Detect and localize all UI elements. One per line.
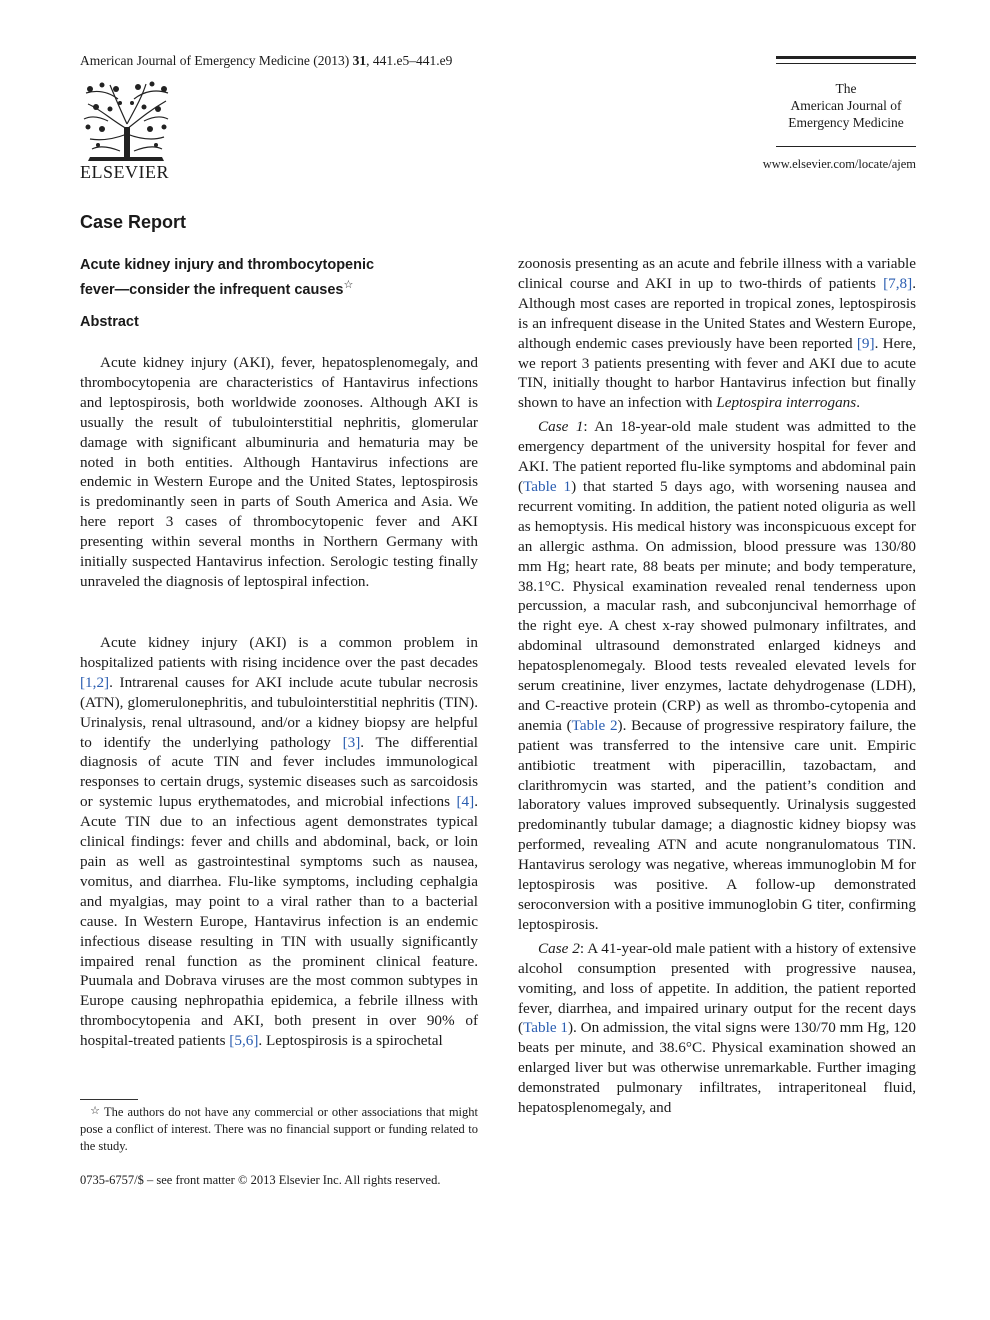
title-footnote-marker[interactable]: ☆ <box>343 279 354 291</box>
reference-link[interactable]: [7,8] <box>883 274 913 292</box>
case-1-paragraph: Case 1: An 18-year-old male student was admitted to the emergency department of the university hospital for fever and AKI. The patient reported flu-like symptoms and abdominal pain (Table 1) that started 5 days ago, with worsening nausea and recurrent vomiting. In addition, the patient noted oliguria as well as hemoptysis. His medical history was inconspicuous except for an allergic asthma. On admission, blood pressure was 130/80 mm Hg; heart rate, 88 beats per minute; and body temperature, 38.1°C. Physical examination revealed renal tenderness upon percussion, a macular rash, and subconjuncival hemorrhage of the right eye. A chest x-ray showed pulmonary infiltrates, and abdominal ultrasound demonstrated enlarged kidneys and hepatosplenomegaly. Blood tests revealed elevated levels for serum creatinine, liver enzymes, lactate dehydrogenase (LDH), and C-reactive protein (CRP) as well as thrombo-cytopenia and anemia (Table 2). Because of progressive respiratory failure, the patient was transferred to the intensive care unit. Empiric antibiotic treatment with piperacillin, tazobactam, and clarithromycin was started, and the patient’s condition and laboratory values improved subsequently. Urinalysis suggested predominantly tubular damage; a diagnostic kidney biopsy was performed, revealing ATN and acute nongranulomatous TIN. Hantavirus serology was negative, whereas immunoglobin M for leptospirosis was positive. A follow-up demonstrated seroconversion with a positive immunoglobin G titer, confirming leptospirosis. <box>518 418 917 933</box>
journal-url-link[interactable]: www.elsevier.com/locate/ajem <box>762 157 916 171</box>
case-2-label: Case 2 <box>538 939 580 957</box>
table-link[interactable]: Table 2 <box>571 716 618 734</box>
table-link[interactable]: Table 1 <box>523 477 572 495</box>
section-label: Case Report <box>80 212 187 232</box>
intro-continuation-paragraph: zoonosis presenting as an acute and febrile illness with a variable clinical course and AKI in up to two-thirds of patients [7,8]. Although most cases are reported in tropical zones, leptospirosis is an infrequent disease in the United States and Western Europe, although endemic cases previously have been reported [9]. Here, we report 3 patients presenting with fever and AKI due to acute TIN, initially thought to harbor Hantavirus infection but finally shown to have an infection with Leptospira interrogans. <box>518 255 916 412</box>
reference-link[interactable]: [9] <box>856 334 875 352</box>
copyright-line: 0735-6757/$ – see front matter © 2013 Elsevier Inc. All rights reserved. <box>80 1173 441 1187</box>
masthead-rule-mid <box>776 63 916 64</box>
reference-link[interactable]: [4] <box>456 793 475 811</box>
footnote-marker: ☆ <box>90 1105 100 1117</box>
footnote-rule <box>80 1099 138 1100</box>
footnote: ☆ The authors do not have any commercial or other associations that might pose a conflict of interest. There was no financial support or funding related to the study. <box>80 1105 478 1153</box>
masthead-rule-bottom <box>776 146 916 147</box>
journal-citation: American Journal of Emergency Medicine (2013) 31, 441.e5–441.e9 <box>80 53 453 68</box>
reference-link[interactable]: [1,2] <box>80 673 110 691</box>
article-title: Acute kidney injury and thrombocytopenic fever—consider the infrequent causes☆ <box>80 257 375 298</box>
abstract-paragraph: Acute kidney injury (AKI), fever, hepatosplenomegaly, and thrombocytopenia are characteristics of Hantavirus infections and leptospirosis, both worldwide zoonoses. Although AKI is usually the result of tubulointerstitial nephritis, glomerular damage with significant albuminuria and hematuria may be noted in both entities. Although Hantavirus infections are endemic in Western Europe and the United States, leptospirosis is predominantly seen in parts of South America and Asia. We here report 3 cases of thrombocytopenic fever and AKI presenting within several months in Northern Germany with initially suspected Hantavirus infection. Serologic testing finally unraveled the diagnosis of leptospiral infection. <box>80 354 478 590</box>
journal-masthead: The American Journal of Emergency Medicine <box>788 81 904 130</box>
reference-link[interactable]: [3] <box>342 733 361 751</box>
introduction-body <box>80 633 478 1051</box>
masthead-rule-top <box>776 56 916 59</box>
reference-link[interactable]: [5,6] <box>229 1032 259 1050</box>
case-1-label: Case 1 <box>538 418 584 436</box>
table-link[interactable]: Table 1 <box>523 1019 568 1037</box>
abstract-heading: Abstract <box>80 314 139 330</box>
publisher-name: ELSEVIER <box>80 162 169 182</box>
right-column-body <box>518 254 916 1118</box>
abstract-body <box>80 353 478 592</box>
intro-paragraph: Acute kidney injury (AKI) is a common problem in hospitalized patients with rising incidence over the past decades [1,2]. Intrarenal causes for AKI include acute tubular necrosis (ATN), glomerulonephritis, and tubulointerstitial nephritis (TIN). Urinalysis, renal ultrasound, and/or a kidney biopsy are helpful to identify the underlying pathology [3]. The differential diagnosis of acute TIN and fever includes immunological responses to certain drugs, systemic diseases such as sarcoidosis or systemic lupus erythematodes, and microbial infections [4]. Acute TIN due to an infectious agent demonstrates typical clinical findings: fever and chills and abdominal, back, or loin pain as well as gastrointestinal symptoms such as nausea, vomitus, and diarrhea. Flu-like symptoms, including cephalgia and myalgias, may point to a viral rather than to a bacterial cause. In Western Europe, Hantavirus infection is an endemic infectious disease resulting in TIN with usually significantly impaired renal function as the prominent clinical feature. Puumala and Dobrava viruses are the most common subtypes in Europe causing nephropathia epidemica, a febrile illness with thrombocytopenia and AKI, both present in over 90% of hospital-treated patients [5,6]. Leptospirosis is a spirochetal <box>80 634 478 1050</box>
citation-volume: 31 <box>352 53 367 68</box>
case-2-paragraph: Case 2: A 41-year-old male patient with a history of extensive alcohol consumption presented with progressive nausea, vomiting, and loss of appetite. In addition, the patient reported fever, diarrhea, and impaired urinary output for the recent days (Table 1). On admission, the vital signs were 130/70 mm Hg, 120 beats per minute, and 38.6°C. Physical examination showed an enlarged liver but was otherwise unremarkable. Further imaging demonstrated pulmonary infiltrates, intraperitoneal fluid, hepatosplenomegaly, and <box>518 939 916 1117</box>
